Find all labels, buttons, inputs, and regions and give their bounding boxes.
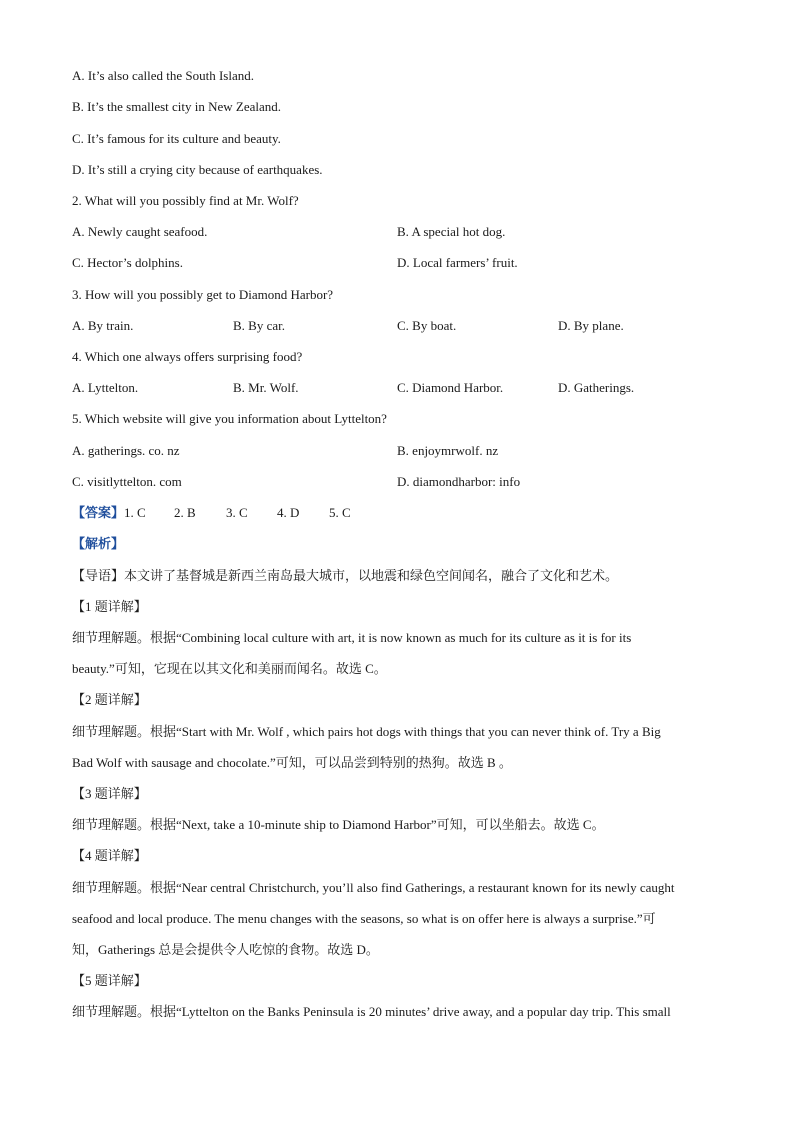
detail-2-label: 【2 题详解】 <box>72 692 147 707</box>
detail-5-label: 【5 题详解】 <box>72 973 147 988</box>
q3-question: 3. How will you possibly get to Diamond Harbor? <box>72 287 334 302</box>
detail-4-label: 【4 题详解】 <box>72 848 147 863</box>
q5-option-d: D. diamondharbor: info <box>397 474 521 489</box>
q3-option-d: D. By plane. <box>558 318 624 333</box>
q2-option-a: A. Newly caught seafood. <box>72 224 208 239</box>
q4-question: 4. Which one always offers surprising food? <box>72 349 303 364</box>
q5-option-c: C. visitlyttelton. com <box>72 474 182 489</box>
detail-4-line-3: 知，Gatherings 总是会提供令人吃惊的食物。故选 D。 <box>72 942 379 957</box>
intro-label: 【导语】 <box>72 568 125 583</box>
answer-5: 5. C <box>329 505 351 520</box>
answer-key <box>72 505 722 521</box>
answer-4: 4. D <box>277 505 300 520</box>
q3-option-b: B. By car. <box>233 318 285 333</box>
q2-option-d: D. Local farmers’ fruit. <box>397 255 518 270</box>
q1-option-d: D. It’s still a crying city because of earthquakes. <box>72 162 323 177</box>
q5-question: 5. Which website will give you information about Lyttelton? <box>72 411 387 426</box>
q4-option-a: A. Lyttelton. <box>72 380 139 395</box>
answer-label: 【答案】 <box>72 505 125 520</box>
q5-option-a: A. gatherings. co. nz <box>72 443 180 458</box>
q4-option-c: C. Diamond Harbor. <box>397 380 504 395</box>
detail-4-line-2: seafood and local produce. The menu changes with the seasons, so what is on offer here is always a surprise.”可 <box>72 911 656 926</box>
q4-option-d: D. Gatherings. <box>558 380 635 395</box>
detail-4-line-1: 细节理解题。根据“Near central Christchurch, you’ll also find Gatherings, a restaurant known for its newly caught <box>72 880 675 895</box>
q4-option-b: B. Mr. Wolf. <box>233 380 299 395</box>
detail-1-label: 【1 题详解】 <box>72 599 147 614</box>
q1-option-c: C. It’s famous for its culture and beauty. <box>72 131 281 146</box>
q2-option-c: C. Hector’s dolphins. <box>72 255 183 270</box>
q1-option-b: B. It’s the smallest city in New Zealand. <box>72 99 282 114</box>
detail-1-line-2: beauty.”可知，它现在以其文化和美丽而闻名。故选 C。 <box>72 661 387 676</box>
intro-text: 本文讲了基督城是新西兰南岛最大城市，以地震和绿色空间闻名，融合了文化和艺术。 <box>124 568 619 583</box>
detail-2-line-1: 细节理解题。根据“Start with Mr. Wolf , which pairs hot dogs with things that you can never think of. Try a Big <box>72 724 661 739</box>
q2-question: 2. What will you possibly find at Mr. Wolf? <box>72 193 299 208</box>
q1-option-a: A. It’s also called the South Island. <box>72 68 254 83</box>
answer-2: 2. B <box>174 505 196 520</box>
answer-3: 3. C <box>226 505 248 520</box>
detail-5-line-1: 细节理解题。根据“Lyttelton on the Banks Peninsula is 20 minutes’ drive away, and a popular day trip. This small <box>72 1004 671 1019</box>
answer-1: 1. C <box>124 505 146 520</box>
q5-option-b: B. enjoymrwolf. nz <box>397 443 499 458</box>
q3-option-c: C. By boat. <box>397 318 457 333</box>
detail-3-line-1: 细节理解题。根据“Next, take a 10-minute ship to Diamond Harbor”可知，可以坐船去。故选 C。 <box>72 817 605 832</box>
intro-line <box>72 568 722 584</box>
analysis-label: 【解析】 <box>72 536 125 551</box>
q2-option-b: B. A special hot dog. <box>397 224 506 239</box>
q3-option-a: A. By train. <box>72 318 134 333</box>
detail-1-line-1: 细节理解题。根据“Combining local culture with art, it is now known as much for its culture as it is for its <box>72 630 632 645</box>
detail-3-label: 【3 题详解】 <box>72 786 147 801</box>
detail-2-line-2: Bad Wolf with sausage and chocolate.”可知，可以品尝到特别的热狗。故选 B 。 <box>72 755 512 770</box>
